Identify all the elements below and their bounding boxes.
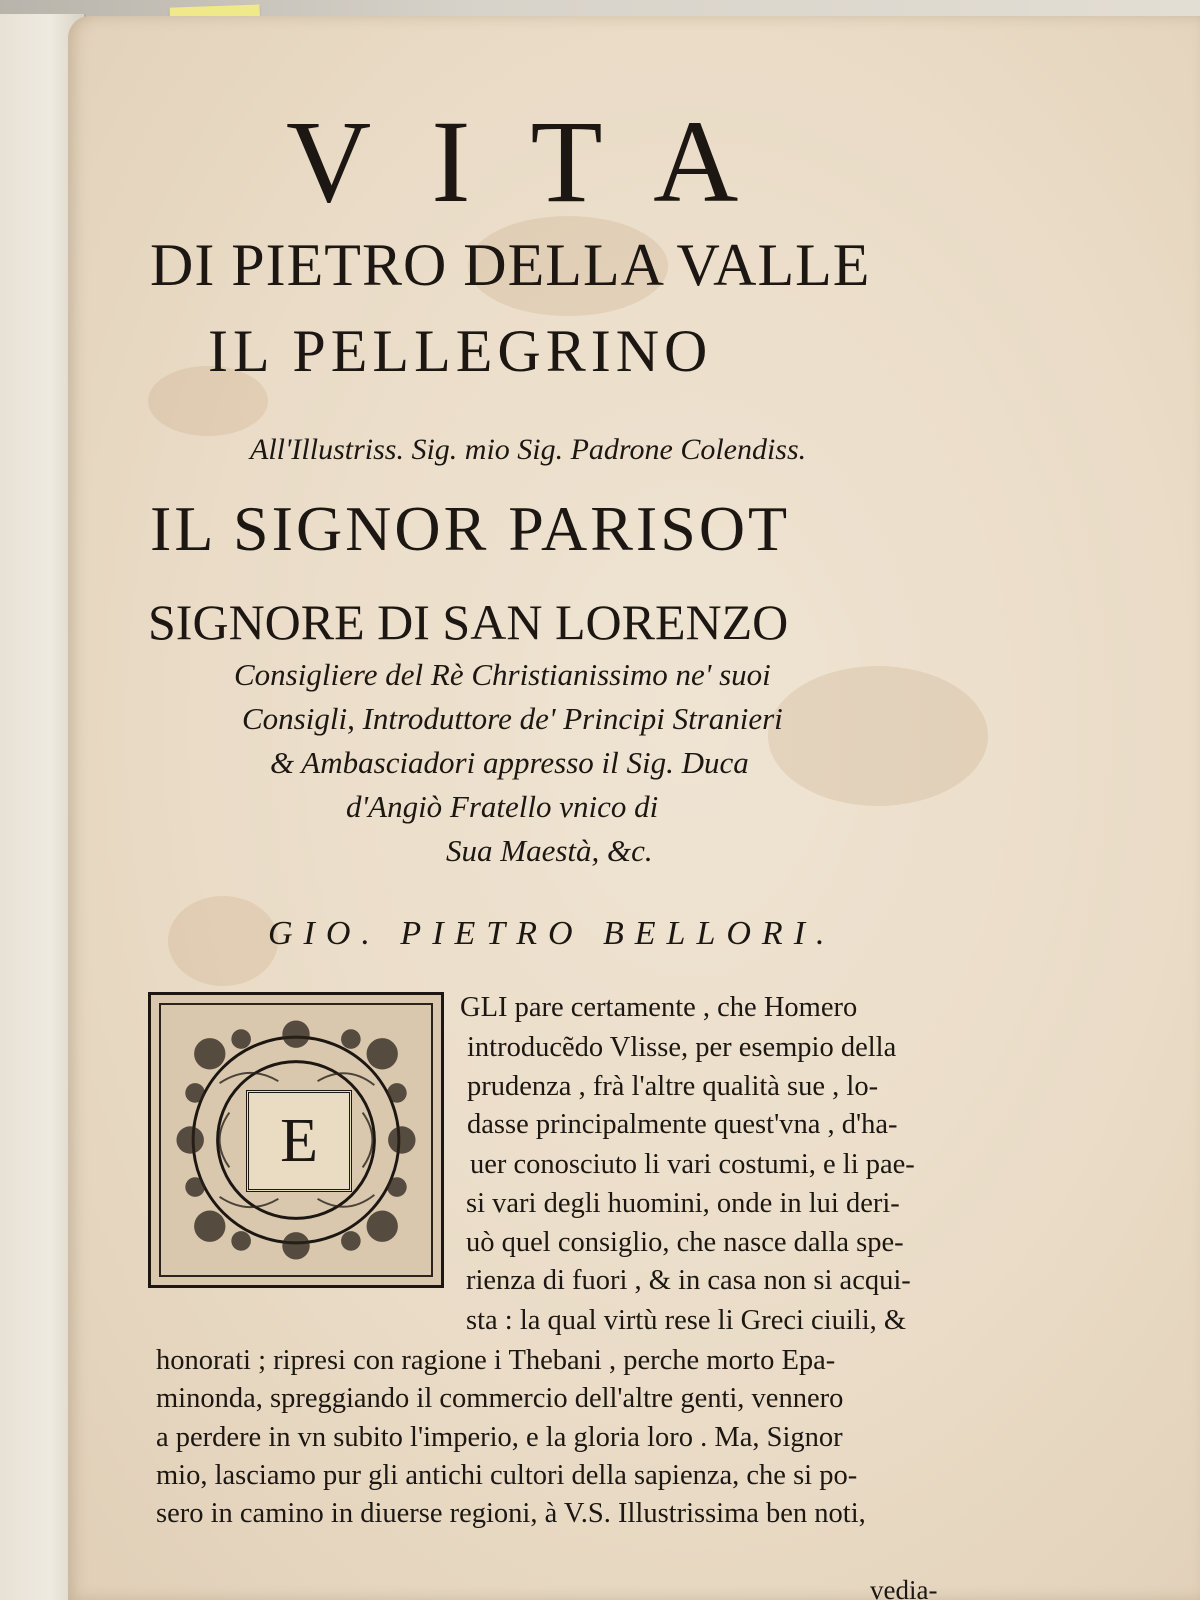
body-line: sero in camino in diuerse regioni, à V.S. Illustrissima ben noti,: [156, 1498, 866, 1529]
body-line: mio, lasciamo pur gli antichi cultori della sapienza, che si po-: [156, 1460, 858, 1491]
body-line: introducẽdo Vlisse, per esempio della: [467, 1032, 897, 1063]
dedication-line: All'Illustriss. Sig. mio Sig. Padrone Colendiss.: [250, 433, 807, 466]
author-signature: GIO. PIETRO BELLORI.: [268, 915, 836, 952]
office-line: Consigli, Introduttore de' Principi Stranieri: [242, 701, 783, 736]
office-line: Consigliere del Rè Christianissimo ne' suoi: [234, 657, 771, 692]
body-line: uer conosciuto li vari costumi, e li pae-: [470, 1149, 915, 1180]
title-vita: VITA: [286, 96, 799, 227]
addressee-title: SIGNORE DI SAN LORENZO: [148, 594, 789, 650]
body-line: GLI pare certamente , che Homero: [460, 992, 858, 1023]
office-line: Sua Maestà, &c.: [446, 833, 653, 868]
title-line-2: IL PELLEGRINO: [208, 318, 713, 384]
body-line: rienza di fuori , & in casa non si acqui-: [466, 1265, 911, 1296]
initial-letter: E: [280, 1107, 318, 1175]
decorated-initial: [148, 992, 444, 1288]
office-line: & Ambasciadori appresso il Sig. Duca: [270, 745, 749, 780]
body-line: uò quel consiglio, che nasce dalla spe-: [466, 1227, 904, 1258]
title-line-1: DI PIETRO DELLA VALLE: [150, 232, 871, 298]
body-line: honorati ; ripresi con ragione i Thebani , perche morto Epa-: [156, 1345, 836, 1376]
catchword: vedia-: [870, 1575, 938, 1600]
body-line: dasse principalmente quest'vna , d'ha-: [467, 1109, 898, 1140]
body-line: sta : la qual virtù rese li Greci ciuili, &: [466, 1305, 907, 1336]
body-line: si vari degli huomini, onde in lui deri-: [466, 1188, 900, 1219]
body-line: a perdere in vn subito l'imperio, e la gloria loro . Ma, Signor: [156, 1422, 843, 1453]
body-line: minonda, spreggiando il commercio dell'altre genti, vennero: [156, 1383, 844, 1414]
office-line: d'Angiò Fratello vnico di: [346, 789, 659, 824]
addressee-name: IL SIGNOR PARISOT: [150, 493, 791, 564]
initial-letter-box: [246, 1090, 352, 1192]
body-line: prudenza , frà l'altre qualità sue , lo-: [467, 1071, 879, 1102]
